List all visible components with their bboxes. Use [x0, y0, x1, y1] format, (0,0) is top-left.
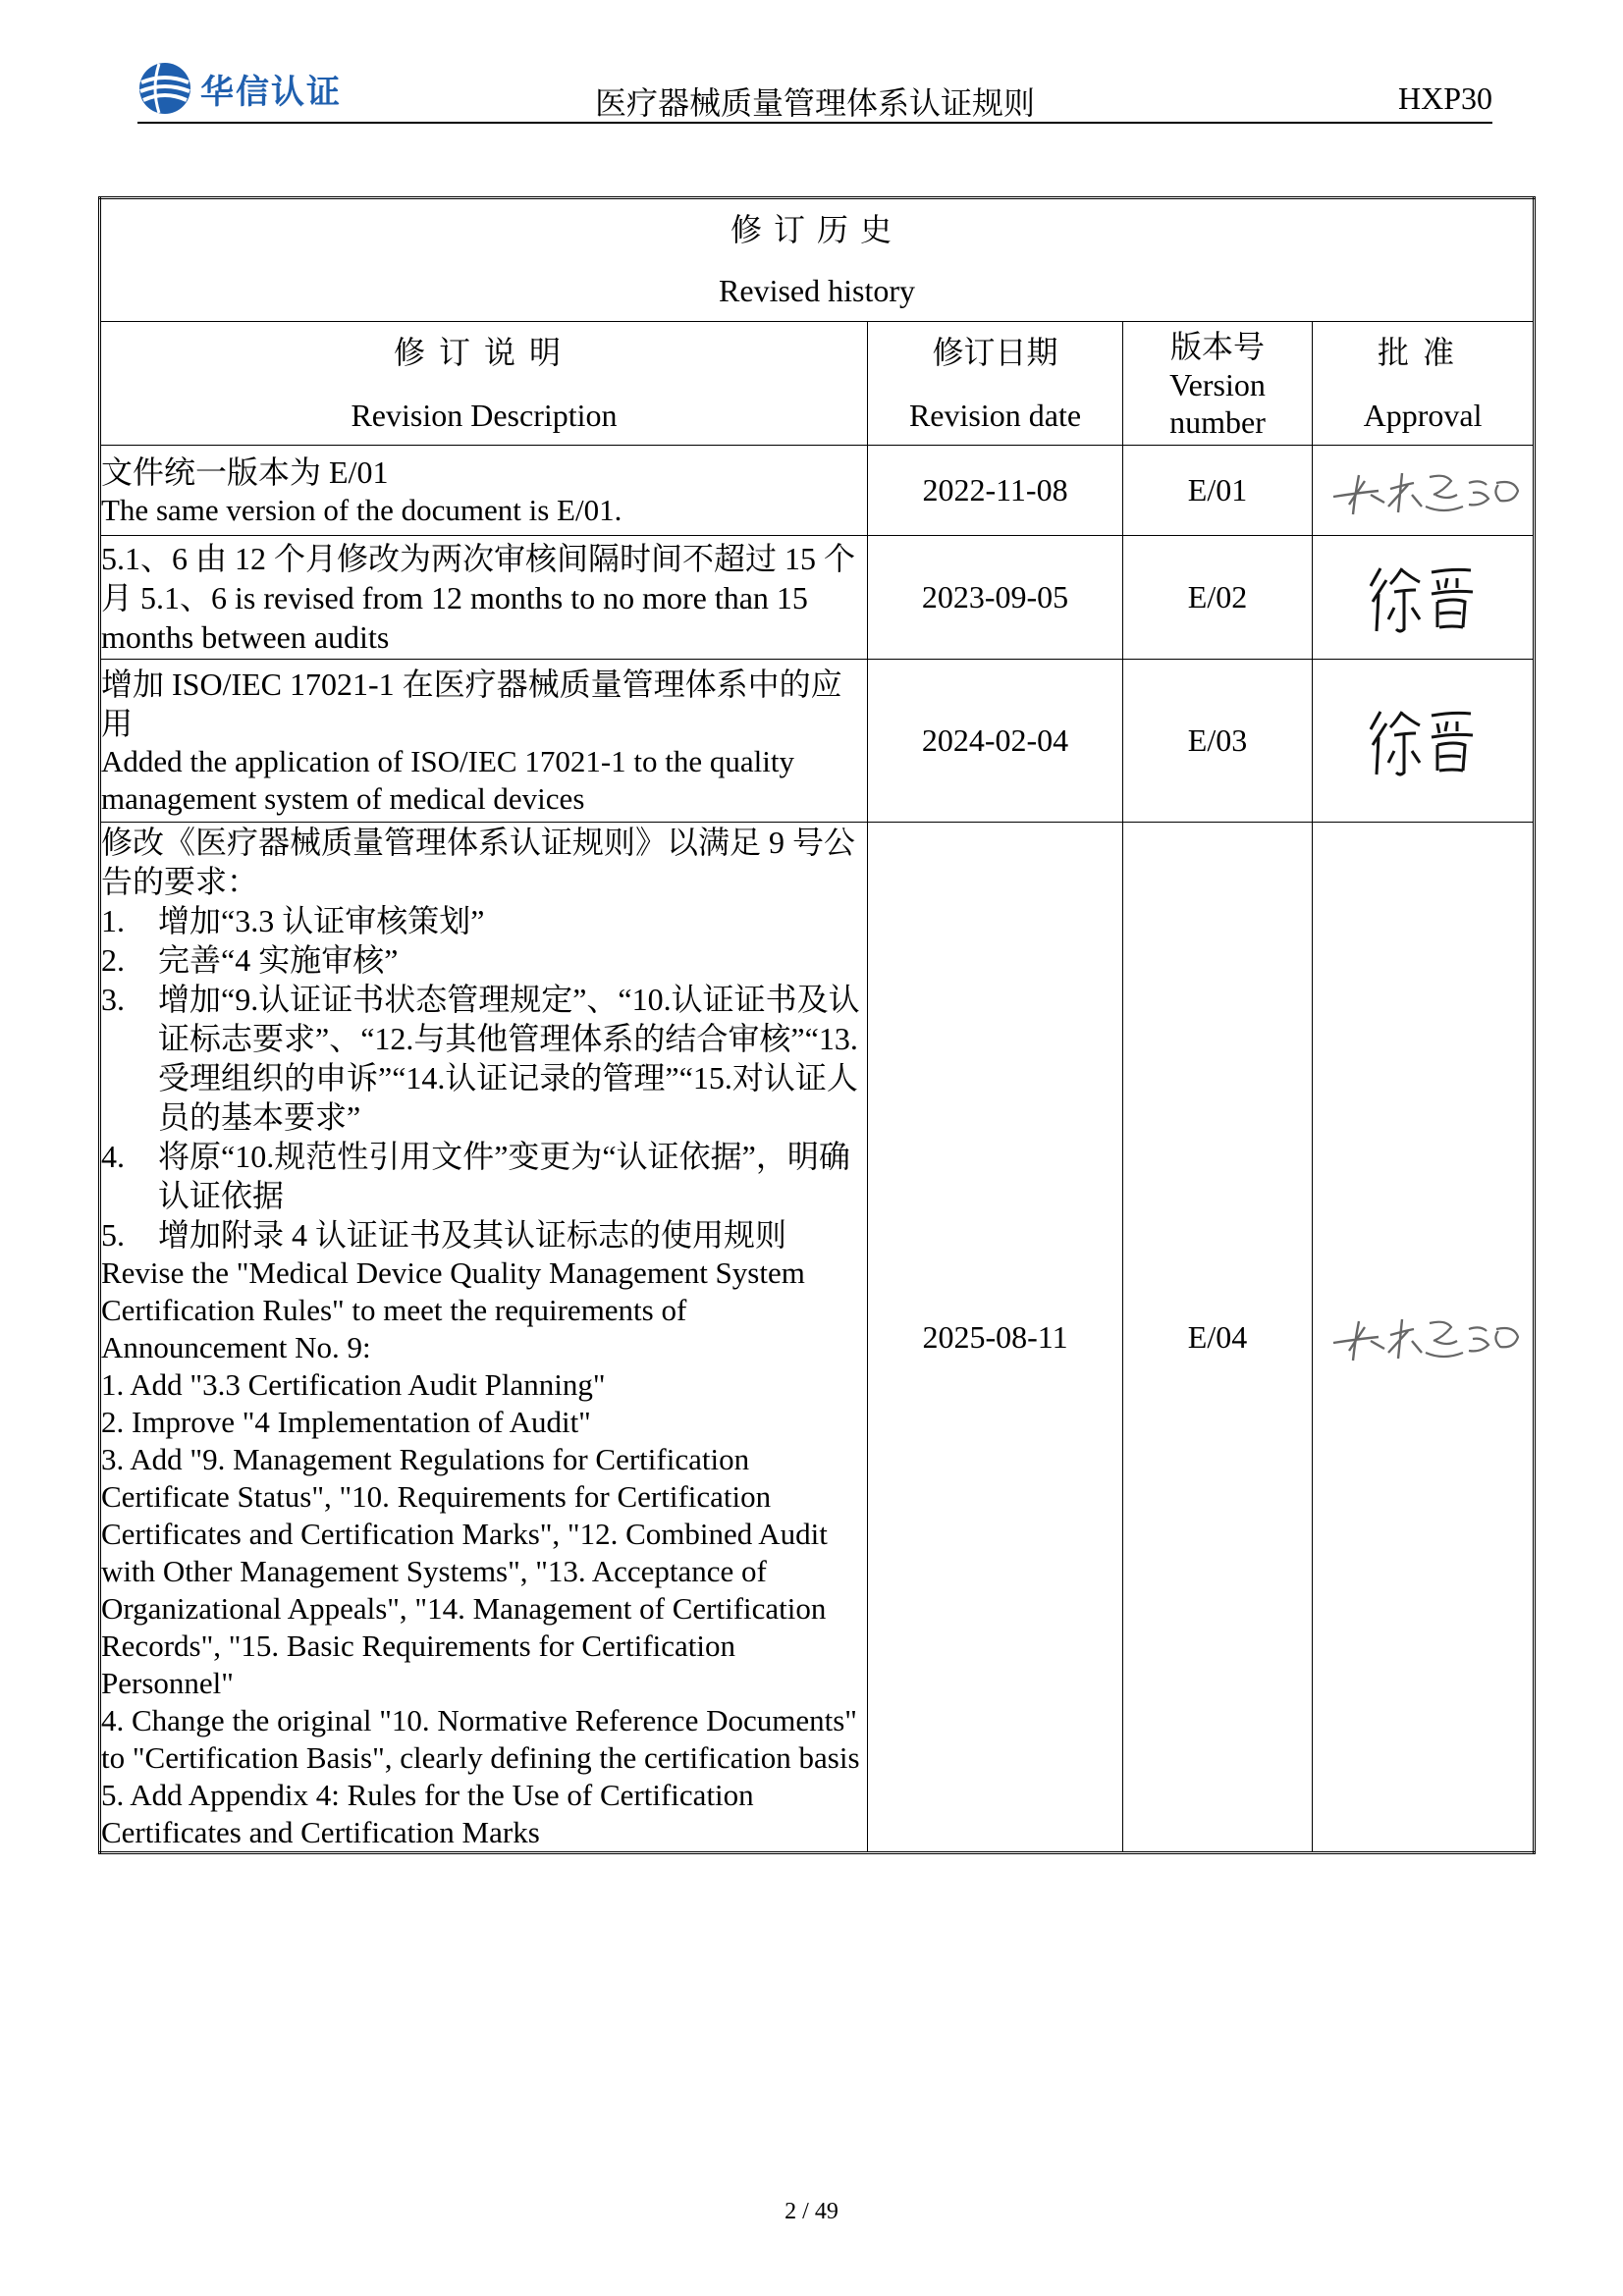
- table-row: [100, 823, 1535, 1853]
- table-header-row: [100, 322, 1535, 446]
- caption-en: Revised history: [719, 273, 916, 308]
- table-caption-row: [100, 198, 1535, 322]
- table-row: [100, 660, 1535, 823]
- version-number: E/04: [1123, 823, 1313, 1853]
- version-number: E/02: [1123, 536, 1313, 660]
- revision-date: 2024-02-04: [868, 660, 1123, 823]
- list-item: 2. 完善“4 实施审核”: [101, 942, 399, 978]
- page-number: 2 / 49: [784, 2199, 839, 2224]
- signature-lin-image: [1320, 461, 1526, 520]
- list-item: 4. 将原“10.规范性引用文件”变更为“认证依据”，明确认证依据: [101, 1139, 850, 1213]
- document-title: 医疗器械质量管理体系认证规则: [594, 85, 1035, 121]
- approval-signature: [1313, 536, 1535, 660]
- signature-xu-image: [1359, 702, 1487, 780]
- revision-date: 2022-11-08: [868, 446, 1123, 536]
- page-header: [137, 57, 1492, 128]
- table-caption: [100, 198, 1535, 322]
- caption-zh: 修订历史: [730, 212, 904, 247]
- revision-description: 文件统一版本为 E/01 The same version of the document is E/01.: [100, 446, 868, 536]
- list-item: 5. Add Appendix 4: Rules for the Use of Certification Certificates and Certification Marks: [101, 1778, 754, 1849]
- column-header-version: 版本号 Version number: [1123, 322, 1313, 446]
- logo-text: 华信认证: [200, 72, 342, 112]
- table-row: [100, 446, 1535, 536]
- list-item: 1. Add "3.3 Certification Audit Planning": [101, 1367, 606, 1402]
- revision-description: 增加 ISO/IEC 17021-1 在医疗器械质量管理体系中的应用 Added the application of ISO/IEC 17021-1 to the quality management system of medical devices: [100, 660, 868, 823]
- approval-signature: [1313, 446, 1535, 536]
- column-header-date: 修订日期 Revision date: [868, 322, 1123, 446]
- version-number: E/01: [1123, 446, 1313, 536]
- list-item: 3. 增加“9.认证证书状态管理规定”、“10.认证证书及认证标志要求”、“12.与其他管理体系的结合审核”“13.受理组织的申诉”“14.认证记录的管理”“15.对认证人员的基本要求”: [101, 982, 860, 1135]
- header-divider: [137, 122, 1492, 124]
- signature-lin-image: [1320, 1308, 1526, 1366]
- list-item: 5. 增加附录 4 认证证书及其认证标志的使用规则: [101, 1217, 787, 1253]
- version-number: E/03: [1123, 660, 1313, 823]
- approval-signature: [1313, 660, 1535, 823]
- list-item: 4. Change the original "10. Normative Reference Documents" to "Certification Basis", clearly defining the certification basis: [101, 1703, 860, 1775]
- list-item: 1. 增加“3.3 认证审核策划”: [101, 903, 485, 938]
- revision-description: 5.1、6 由 12 个月修改为两次审核间隔时间不超过 15 个月 5.1、6 is revised from 12 months to no more than 15 months between audits: [100, 536, 868, 660]
- revision-date: 2025-08-11: [868, 823, 1123, 1853]
- list-item: 2. Improve "4 Implementation of Audit": [101, 1405, 591, 1439]
- table-row: [100, 536, 1535, 660]
- document-code: HXP30: [1397, 80, 1492, 116]
- list-item: 3. Add "9. Management Regulations for Certification Certificate Status", "10. Requirements for Certification Certificates and Certification Marks", "12. Combined Audit with Other Management Systems", "13. Acceptance of Organizational Appeals", "14. Management of Certification Records", "15. Basic Requirements for Certification Personnel": [101, 1442, 828, 1700]
- revision-items-zh: [101, 901, 867, 1255]
- approval-signature: [1313, 823, 1535, 1853]
- revision-history-table: [98, 196, 1536, 1854]
- revision-description-en: Revise the "Medical Device Quality Management System Certification Rules" to meet the requirements of Announcement No. 9:: [101, 1255, 805, 1364]
- signature-xu-image: [1359, 559, 1487, 637]
- column-header-approval: 批准 Approval: [1313, 322, 1535, 446]
- revision-description: 修改《医疗器械质量管理体系认证规则》以满足 9 号公告的要求： 1. 增加“3.3 认证审核策划” 2. 完善“4 实施审核” 3. 增加“9.认证证书状态管理规定”、“10.认证证书及认证标志要求”、“12.与其他管理体系的结合审核”“13.受理组织的申诉”“14.认证记录的管理”“15.对认证人员的基本要求” 4. 将原“10.规范性引用文件”变更为“认证依据”，明确认证依据 5. 增加附录 4 认证证书及其认证标志的使用规则 Revise the "Medical Device Quality Management System Certification Rules" to meet the requirements of Announcement No. 9: 1. Add "3.3 Certification Audit Planning" 2. Improve "4 Implementation of Audit" 3. Add "9. Management Regulations for Certification Certificate Status", "10. Requirements for Certification Certificates and Certification Marks", "12. Combined Audit with Other Management Systems", "13. Acceptance of Organizational Appeals", "14. Management of Certification Records", "15. Basic Requirements for Certification Personnel" 4. Change the original "10. Normative Reference Documents" to "Certification Basis", clearly defining the certification basis 5. Add Appendix 4: Rules for the Use of Certification Certificates and Certification Marks: [100, 823, 868, 1853]
- revision-date: 2023-09-05: [868, 536, 1123, 660]
- column-header-description: 修订说明 Revision Description: [100, 322, 868, 446]
